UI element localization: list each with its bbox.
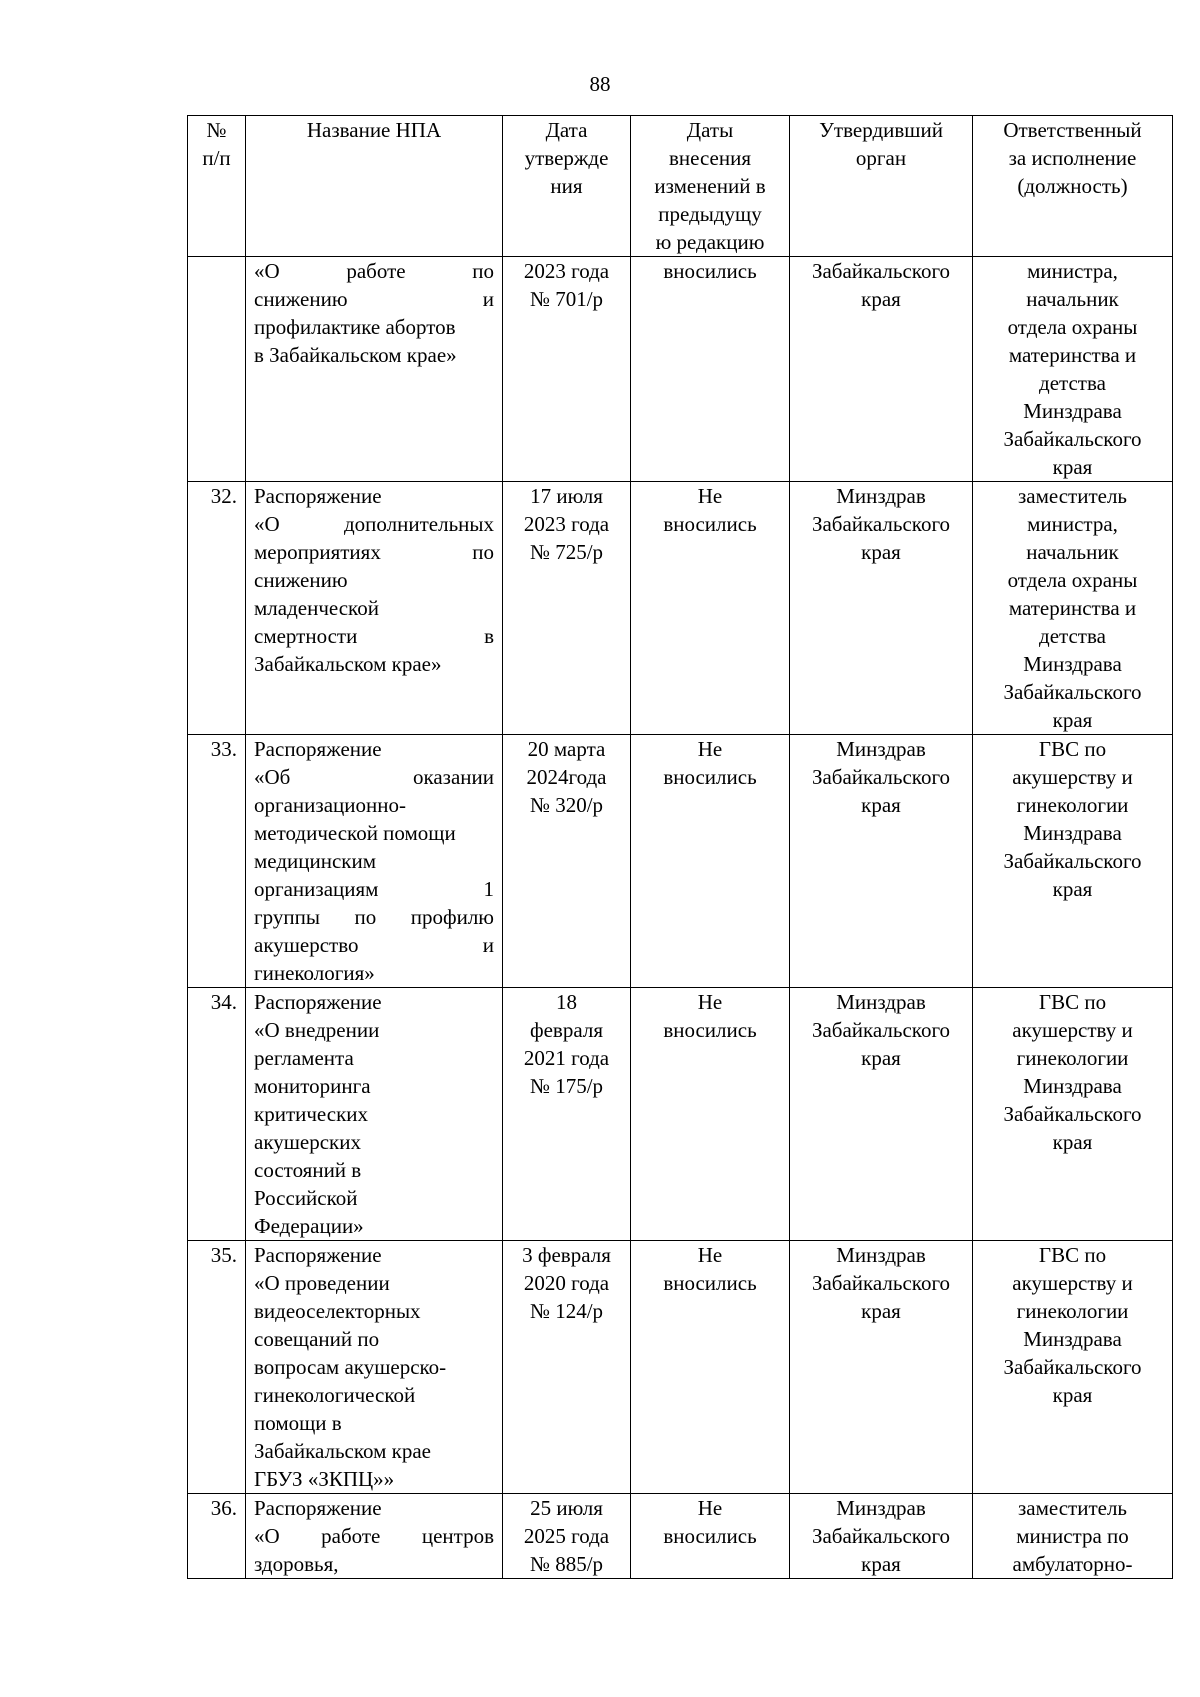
- header-responsible-line: Ответственный: [1003, 118, 1142, 142]
- responsible-person-line: амбулаторно-: [1012, 1552, 1133, 1576]
- table-row: [188, 257, 1173, 482]
- approval-date-line: 2021 года: [523, 1046, 610, 1070]
- header-changes: [631, 116, 790, 257]
- header-num-line: п/п: [202, 146, 231, 170]
- approving-body-line: Забайкальского: [811, 765, 951, 789]
- responsible-person-line: края: [1052, 708, 1093, 732]
- changes-date-cell: [631, 482, 790, 735]
- npa-name-line: Забайкальском крае: [254, 1439, 431, 1463]
- responsible-person-line: ГВС по: [1038, 990, 1107, 1014]
- npa-name-cell: [246, 482, 503, 735]
- changes-date-line: вносились: [663, 259, 757, 283]
- npa-name-line: здоровья,: [254, 1552, 339, 1576]
- header-name: [246, 116, 503, 257]
- row-number: 34.: [188, 988, 246, 1241]
- npa-name-line: регламента: [254, 1046, 354, 1070]
- responsible-person-line: детства: [1039, 624, 1106, 648]
- row-number: 36.: [188, 1494, 246, 1579]
- npa-name-line: профилактике абортов: [254, 315, 456, 339]
- approving-body-line: Минздрав: [836, 1243, 926, 1267]
- responsible-person-line: акушерству и: [1012, 765, 1133, 789]
- approving-body-line: Минздрав: [836, 484, 926, 508]
- header-num: [188, 116, 246, 257]
- approval-date-line: 17 июля: [530, 484, 603, 508]
- npa-name-line: организационно-: [254, 793, 406, 817]
- approving-body-cell: [790, 1494, 973, 1579]
- header-num-line: №: [206, 118, 227, 142]
- responsible-person-line: гинекологии: [1016, 1046, 1129, 1070]
- approval-date-line: 2024года: [526, 765, 607, 789]
- responsible-person-line: ГВС по: [1038, 1243, 1107, 1267]
- header-organ-line: Утвердивший: [819, 118, 943, 142]
- changes-date-line: Не: [697, 1243, 723, 1267]
- approving-body-cell: [790, 735, 973, 988]
- header-name-line: Название НПА: [306, 118, 442, 142]
- approving-body-line: Забайкальского: [811, 1524, 951, 1548]
- approval-date-line: 25 июля: [530, 1496, 603, 1520]
- npa-name-line: методической помощи: [254, 821, 456, 845]
- npa-name-line: «О дополнительных: [254, 512, 494, 536]
- approval-date-cell: [503, 482, 631, 735]
- approval-date-line: № 175/р: [529, 1074, 604, 1098]
- approving-body-line: края: [861, 540, 901, 564]
- approving-body-line: края: [861, 1299, 901, 1323]
- approval-date-cell: [503, 1241, 631, 1494]
- npa-name-line: видеоселекторных: [254, 1299, 421, 1323]
- responsible-person-line: Минздрава: [1023, 652, 1122, 676]
- npa-table: [187, 115, 1173, 1579]
- npa-name-line: снижению и: [254, 287, 494, 311]
- responsible-person-cell: [973, 735, 1173, 988]
- header-changes-line: ю редакцию: [655, 230, 765, 254]
- responsible-person-cell: [973, 482, 1173, 735]
- row-number: 32.: [188, 482, 246, 735]
- npa-name-line: младенческой: [254, 596, 379, 620]
- approving-body-cell: [790, 988, 973, 1241]
- header-row: [188, 116, 1173, 257]
- npa-name-line: Распоряжение: [254, 1496, 382, 1520]
- approval-date-line: 3 февраля: [522, 1243, 611, 1267]
- page-number: 88: [589, 72, 611, 96]
- table-row: [188, 482, 1173, 735]
- responsible-person-cell: [973, 988, 1173, 1241]
- responsible-person-line: акушерству и: [1012, 1018, 1133, 1042]
- approval-date-line: 2023 года: [523, 512, 610, 536]
- responsible-person-line: Минздрава: [1023, 1074, 1122, 1098]
- npa-name-cell: [246, 1241, 503, 1494]
- npa-name-line: Распоряжение: [254, 1243, 382, 1267]
- responsible-person-line: детства: [1039, 371, 1106, 395]
- changes-date-cell: [631, 735, 790, 988]
- npa-name-line: ГБУЗ «ЗКПЦ»»: [254, 1467, 395, 1491]
- approval-date-cell: [503, 735, 631, 988]
- responsible-person-line: заместитель: [1017, 1496, 1128, 1520]
- npa-name-line: «О работе центров: [254, 1524, 494, 1548]
- approval-date-line: 18: [556, 990, 577, 1014]
- approving-body-line: Забайкальского: [811, 512, 951, 536]
- npa-name-line: Федерации»: [254, 1214, 364, 1238]
- npa-name-cell: [246, 988, 503, 1241]
- responsible-person-line: отдела охраны: [1007, 568, 1138, 592]
- header-organ-line: орган: [855, 146, 907, 170]
- changes-date-cell: [631, 257, 790, 482]
- row-number: 33.: [188, 735, 246, 988]
- responsible-person-cell: [973, 1241, 1173, 1494]
- npa-name-line: акушерство и: [254, 933, 494, 957]
- npa-name-line: Распоряжение: [254, 990, 382, 1014]
- responsible-person-line: акушерству и: [1012, 1271, 1133, 1295]
- header-changes-line: внесения: [668, 146, 752, 170]
- header-date-line: Дата: [545, 118, 588, 142]
- npa-name-line: медицинским: [254, 849, 377, 873]
- npa-name-line: «О внедрении: [254, 1018, 380, 1042]
- header-date-line: утвержде: [524, 146, 609, 170]
- npa-name-line: Распоряжение: [254, 484, 382, 508]
- npa-name-line: «Об оказании: [254, 765, 494, 789]
- approval-date-line: 2025 года: [523, 1524, 610, 1548]
- approving-body-line: Забайкальского: [811, 259, 951, 283]
- responsible-person-line: края: [1052, 1383, 1093, 1407]
- changes-date-line: Не: [697, 1496, 723, 1520]
- responsible-person-line: края: [1052, 1130, 1093, 1154]
- approval-date-line: № 320/р: [529, 793, 604, 817]
- responsible-person-line: ГВС по: [1038, 737, 1107, 761]
- npa-name-line: снижению: [254, 568, 348, 592]
- approving-body-line: Забайкальского: [811, 1018, 951, 1042]
- approval-date-cell: [503, 257, 631, 482]
- approval-date-line: февраля: [530, 1018, 603, 1042]
- npa-name-line: вопросам акушерско-: [254, 1355, 447, 1379]
- row-number: [188, 257, 246, 482]
- approving-body-line: Минздрав: [836, 990, 926, 1014]
- npa-name-line: акушерских: [254, 1130, 361, 1154]
- npa-name-cell: [246, 735, 503, 988]
- npa-name-line: совещаний по: [254, 1327, 380, 1351]
- responsible-person-line: Забайкальского: [1003, 1355, 1142, 1379]
- npa-name-line: мероприятиях по: [254, 540, 494, 564]
- responsible-person-line: министра,: [1027, 259, 1118, 283]
- changes-date-line: вносились: [663, 765, 757, 789]
- responsible-person-line: Минздрава: [1023, 1327, 1122, 1351]
- npa-name-line: «О проведении: [254, 1271, 390, 1295]
- approval-date-line: № 725/р: [529, 540, 604, 564]
- npa-name-line: помощи в: [254, 1411, 342, 1435]
- responsible-person-line: начальник: [1026, 287, 1119, 311]
- approval-date-line: № 701/р: [529, 287, 604, 311]
- approving-body-cell: [790, 257, 973, 482]
- header-changes-line: Даты: [686, 118, 734, 142]
- changes-date-line: вносились: [663, 1271, 757, 1295]
- approval-date-line: № 885/р: [529, 1552, 604, 1576]
- npa-name-line: «О работе по: [254, 259, 494, 283]
- npa-name-line: гинекология»: [254, 961, 375, 985]
- approval-date-line: 2020 года: [523, 1271, 610, 1295]
- npa-name-line: организациям 1: [254, 877, 494, 901]
- changes-date-cell: [631, 1494, 790, 1579]
- npa-name-line: гинекологической: [254, 1383, 416, 1407]
- responsible-person-line: гинекологии: [1016, 1299, 1129, 1323]
- approving-body-line: края: [861, 1046, 901, 1070]
- header-responsible-line: (должность): [1017, 174, 1128, 198]
- responsible-person-line: начальник: [1026, 540, 1119, 564]
- npa-name-line: Забайкальском крае»: [254, 652, 442, 676]
- header-organ: [790, 116, 973, 257]
- approving-body-line: края: [861, 793, 901, 817]
- table-row: [188, 735, 1173, 988]
- responsible-person-line: края: [1052, 877, 1093, 901]
- responsible-person-line: материнства и: [1008, 343, 1137, 367]
- approving-body-line: края: [861, 287, 901, 311]
- npa-name-line: группы по профилю: [254, 905, 494, 929]
- approving-body-cell: [790, 482, 973, 735]
- approving-body-cell: [790, 1241, 973, 1494]
- header-date: [503, 116, 631, 257]
- table-row: [188, 988, 1173, 1241]
- changes-date-line: вносились: [663, 1524, 757, 1548]
- header-responsible: [973, 116, 1173, 257]
- header-changes-line: изменений в: [654, 174, 766, 198]
- responsible-person-line: министра,: [1027, 512, 1118, 536]
- approval-date-line: 2023 года: [523, 259, 610, 283]
- responsible-person-line: министра по: [1016, 1524, 1129, 1548]
- approval-date-line: 20 марта: [527, 737, 606, 761]
- header-changes-line: предыдущу: [658, 202, 762, 226]
- responsible-person-line: гинекологии: [1016, 793, 1129, 817]
- changes-date-line: вносились: [663, 512, 757, 536]
- approving-body-line: Забайкальского: [811, 1271, 951, 1295]
- responsible-person-cell: [973, 257, 1173, 482]
- responsible-person-line: Забайкальского: [1003, 427, 1142, 451]
- header-date-line: ния: [550, 174, 583, 198]
- responsible-person-cell: [973, 1494, 1173, 1579]
- responsible-person-line: заместитель: [1017, 484, 1128, 508]
- row-number: 35.: [188, 1241, 246, 1494]
- npa-name-line: в Забайкальском крае»: [254, 343, 457, 367]
- header-responsible-line: за исполнение: [1008, 146, 1137, 170]
- table-row: [188, 1494, 1173, 1579]
- approval-date-line: № 124/р: [529, 1299, 604, 1323]
- changes-date-line: Не: [697, 737, 723, 761]
- npa-name-line: критических: [254, 1102, 369, 1126]
- responsible-person-line: Забайкальского: [1003, 849, 1142, 873]
- approving-body-line: Минздрав: [836, 1496, 926, 1520]
- changes-date-line: вносились: [663, 1018, 757, 1042]
- changes-date-cell: [631, 988, 790, 1241]
- approval-date-cell: [503, 1494, 631, 1579]
- responsible-person-line: Минздрава: [1023, 821, 1122, 845]
- changes-date-line: Не: [697, 484, 723, 508]
- npa-name-line: Распоряжение: [254, 737, 382, 761]
- npa-name-line: смертности в: [254, 624, 494, 648]
- responsible-person-line: Минздрава: [1023, 399, 1122, 423]
- changes-date-cell: [631, 1241, 790, 1494]
- npa-name-cell: [246, 1494, 503, 1579]
- npa-name-cell: [246, 257, 503, 482]
- approving-body-line: Минздрав: [836, 737, 926, 761]
- responsible-person-line: края: [1052, 455, 1093, 479]
- responsible-person-line: Забайкальского: [1003, 680, 1142, 704]
- table-row: [188, 1241, 1173, 1494]
- responsible-person-line: Забайкальского: [1003, 1102, 1142, 1126]
- changes-date-line: Не: [697, 990, 723, 1014]
- approval-date-cell: [503, 988, 631, 1241]
- npa-name-line: мониторинга: [254, 1074, 371, 1098]
- approving-body-line: края: [861, 1552, 901, 1576]
- responsible-person-line: материнства и: [1008, 596, 1137, 620]
- responsible-person-line: отдела охраны: [1007, 315, 1138, 339]
- npa-name-line: состояний в: [254, 1158, 362, 1182]
- npa-name-line: Российской: [254, 1186, 358, 1210]
